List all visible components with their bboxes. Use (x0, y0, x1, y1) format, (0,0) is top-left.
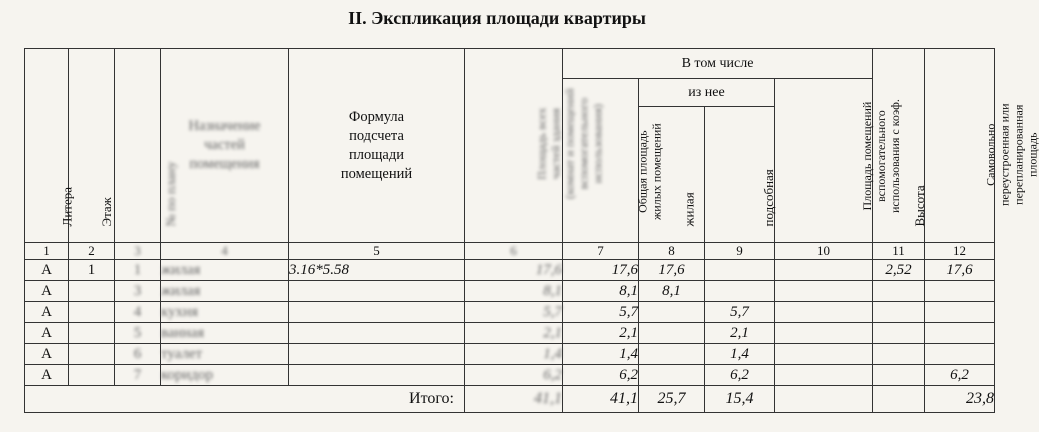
cell-zhilaya: 8,1 (639, 281, 705, 302)
cell-litera: А (25, 344, 69, 365)
total-vysota (873, 386, 925, 413)
cell-samov (925, 302, 995, 323)
col-number: 2 (69, 243, 115, 260)
table-row (25, 260, 995, 281)
cell-vysota (873, 302, 925, 323)
cell-vysota (873, 281, 925, 302)
header-vysota: Высота (873, 49, 925, 243)
table-row (25, 344, 995, 365)
header-naimenovanie: Назначение частей помещения (161, 49, 289, 243)
explication-table (24, 48, 1039, 413)
table-row (25, 365, 995, 386)
col-number: 7 (563, 243, 639, 260)
table-row (25, 281, 995, 302)
cell-no: 6 (115, 344, 161, 365)
cell-no: 7 (115, 365, 161, 386)
cell-podsob (705, 281, 775, 302)
total-zhilaya: 25,7 (639, 386, 705, 413)
header-etazh: Этаж (69, 49, 115, 243)
cell-litera: А (25, 365, 69, 386)
header-podsobnaya: подсобная (705, 107, 775, 243)
cell-name: коридор (161, 365, 289, 386)
header-ploshad-vseh: Площадь всех частей здания (комнат и помещений вспомогательного использования) (465, 49, 563, 243)
cell-name: туалет (161, 344, 289, 365)
col-number: 6 (465, 243, 563, 260)
cell-podsob: 2,1 (705, 323, 775, 344)
table-row (25, 323, 995, 344)
total-vspom (775, 386, 873, 413)
cell-vspom (775, 281, 873, 302)
cell-vspom (775, 365, 873, 386)
document-title: II. Экспликация площади квартиры (348, 8, 646, 28)
cell-no: 1 (115, 260, 161, 281)
cell-zhilaya (639, 344, 705, 365)
cell-litera: А (25, 260, 69, 281)
cell-vspom (775, 260, 873, 281)
cell-litera: А (25, 281, 69, 302)
header-litera: Литера (25, 49, 69, 243)
cell-etazh (69, 344, 115, 365)
col-number: 8 (639, 243, 705, 260)
cell-litera: А (25, 323, 69, 344)
cell-formula (289, 302, 465, 323)
cell-name: кухня (161, 302, 289, 323)
cell-formula (289, 281, 465, 302)
cell-vysota (873, 323, 925, 344)
cell-name: ванная (161, 323, 289, 344)
total-obshaya: 41,1 (563, 386, 639, 413)
header-obshaya: Общая площадь жилых помещений (563, 79, 639, 243)
cell-vspom (775, 344, 873, 365)
col-number: 12 (925, 243, 995, 260)
cell-formula: 3.16*5.58 (289, 260, 465, 281)
total-row (25, 386, 995, 413)
cell-samov: 17,6 (925, 260, 995, 281)
cell-podsob (705, 260, 775, 281)
cell-etazh (69, 302, 115, 323)
cell-etazh (69, 365, 115, 386)
cell-podsob: 1,4 (705, 344, 775, 365)
col-number: 11 (873, 243, 925, 260)
cell-total: 8,1 (465, 281, 563, 302)
cell-zhilaya: 17,6 (639, 260, 705, 281)
cell-vysota (873, 365, 925, 386)
cell-litera: А (25, 302, 69, 323)
header-v-tom-chisle: В том числе (563, 49, 873, 79)
cell-total: 1,4 (465, 344, 563, 365)
cell-podsob: 6,2 (705, 365, 775, 386)
cell-samov: 6,2 (925, 365, 995, 386)
cell-etazh (69, 323, 115, 344)
cell-obshaya: 17,6 (563, 260, 639, 281)
cell-vspom (775, 302, 873, 323)
cell-obshaya: 5,7 (563, 302, 639, 323)
col-number: 9 (705, 243, 775, 260)
cell-name: жилая (161, 260, 289, 281)
header-samovolno: Самовольно переустроенная или перепланированная площадь (925, 49, 995, 243)
cell-podsob: 5,7 (705, 302, 775, 323)
cell-samov (925, 281, 995, 302)
col-number: 1 (25, 243, 69, 260)
total-all: 41,1 (465, 386, 563, 413)
total-label: Итого: (25, 386, 465, 413)
cell-zhilaya (639, 365, 705, 386)
cell-formula (289, 323, 465, 344)
header-no-po-planu: № по плану (115, 49, 161, 243)
cell-obshaya: 2,1 (563, 323, 639, 344)
cell-zhilaya (639, 323, 705, 344)
total-podsob: 15,4 (705, 386, 775, 413)
cell-samov (925, 344, 995, 365)
col-number: 3 (115, 243, 161, 260)
cell-total: 5,7 (465, 302, 563, 323)
col-number: 5 (289, 243, 465, 260)
cell-etazh: 1 (69, 260, 115, 281)
col-number: 10 (775, 243, 873, 260)
cell-vspom (775, 323, 873, 344)
cell-vysota (873, 344, 925, 365)
cell-formula (289, 365, 465, 386)
cell-name: жилая (161, 281, 289, 302)
header-formula: Формула подсчета площади помещений (289, 49, 465, 243)
cell-formula (289, 344, 465, 365)
cell-zhilaya (639, 302, 705, 323)
header-zhilaya: жилая (639, 107, 705, 243)
table-row (25, 302, 995, 323)
cell-obshaya: 8,1 (563, 281, 639, 302)
header-iz-nee: из нее (639, 79, 775, 107)
cell-vysota: 2,52 (873, 260, 925, 281)
column-numbers-row (25, 243, 995, 260)
cell-samov (925, 323, 995, 344)
col-number: 4 (161, 243, 289, 260)
cell-no: 3 (115, 281, 161, 302)
header-vspomogat: Площадь помещений вспомогательного использования с коэф. (775, 79, 873, 243)
cell-total: 2,1 (465, 323, 563, 344)
cell-total: 6,2 (465, 365, 563, 386)
total-samov: 23,8 (925, 386, 995, 413)
cell-total: 17,6 (465, 260, 563, 281)
cell-no: 4 (115, 302, 161, 323)
cell-no: 5 (115, 323, 161, 344)
cell-obshaya: 6,2 (563, 365, 639, 386)
cell-obshaya: 1,4 (563, 344, 639, 365)
cell-etazh (69, 281, 115, 302)
